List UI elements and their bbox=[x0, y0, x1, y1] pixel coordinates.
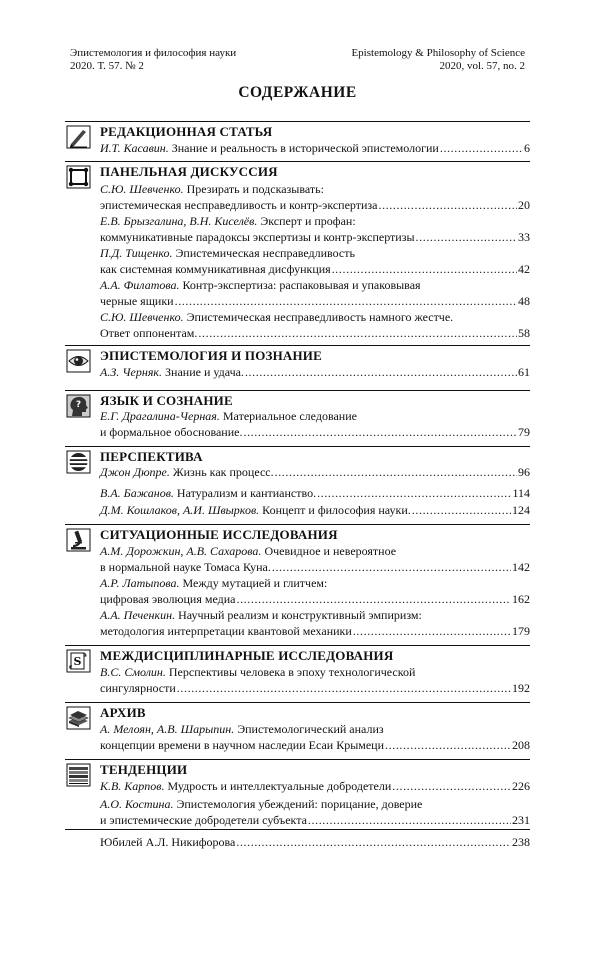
entry-title-line: коммуникативные парадоксы экспертизы и контр-экспертизы bbox=[100, 230, 415, 244]
entry-text bbox=[100, 559, 271, 575]
leader-dots bbox=[198, 325, 517, 341]
entry-text bbox=[100, 293, 174, 309]
entry-author: В.С. Смолин. bbox=[100, 665, 166, 679]
entry-title-line: Презирать и подсказывать: bbox=[186, 182, 324, 196]
entry-title-line: Материальное следование bbox=[222, 409, 357, 423]
toc-entry[interactable] bbox=[100, 778, 530, 794]
entry-title-line: Перспективы человека в эпоху технологической bbox=[168, 665, 416, 679]
leader-dots bbox=[175, 293, 517, 309]
entry-text bbox=[100, 424, 242, 440]
leader-dots bbox=[177, 680, 511, 696]
page-title: СОДЕРЖАНИЕ bbox=[238, 84, 357, 101]
page-number: 226 bbox=[512, 779, 530, 793]
entry-line bbox=[100, 213, 530, 229]
striped-globe-icon bbox=[66, 450, 91, 474]
section-title: ТЕНДЕНЦИИ bbox=[100, 762, 188, 777]
entry-line bbox=[100, 181, 530, 197]
page-number: 231 bbox=[512, 813, 530, 827]
toc-entry[interactable] bbox=[100, 364, 530, 380]
section-divider bbox=[65, 829, 530, 830]
books-stack-icon bbox=[66, 706, 91, 730]
leader-dots bbox=[412, 502, 511, 518]
entry-title-line: сингулярности bbox=[100, 681, 176, 695]
entry-title-line: Научный реализм и конструктивный эмпиризм: bbox=[178, 608, 422, 622]
scroll-s-icon bbox=[66, 649, 91, 673]
leader-dots bbox=[236, 591, 511, 607]
entry-text bbox=[100, 591, 235, 607]
entry-text bbox=[100, 485, 316, 501]
entry-title-line: Концепт и философия науки. bbox=[262, 503, 411, 517]
leader-dots bbox=[272, 559, 511, 575]
leader-dots bbox=[440, 140, 523, 156]
page-number: 96 bbox=[518, 465, 530, 479]
toc-entry[interactable] bbox=[100, 502, 530, 518]
entry-author: А.З. Черняк. bbox=[100, 365, 163, 379]
entry-text bbox=[100, 737, 384, 753]
journal-name-en: Epistemology & Philosophy of Science bbox=[351, 47, 525, 59]
leader-dots bbox=[353, 623, 511, 639]
toc-entry[interactable] bbox=[100, 213, 530, 245]
entry-title-line: методология интерпретации квантовой механики bbox=[100, 624, 352, 638]
page-number: 79 bbox=[518, 425, 530, 439]
entry-text bbox=[100, 680, 176, 696]
entry-title-line: в нормальной науке Томаса Куна. bbox=[100, 560, 271, 574]
section-divider bbox=[65, 345, 530, 346]
svg-text:S: S bbox=[73, 655, 82, 668]
svg-text:?: ? bbox=[75, 400, 82, 410]
section-title: ЭПИСТЕМОЛОГИЯ И ПОЗНАНИЕ bbox=[100, 348, 322, 363]
page-number: 33 bbox=[518, 230, 530, 244]
entry-title-line: Эпистемическая несправедливость намного жестче. bbox=[186, 310, 454, 324]
entry-author: С.Ю. Шевченко. bbox=[100, 310, 184, 324]
eye-icon bbox=[66, 349, 91, 373]
toc-entry[interactable] bbox=[100, 140, 530, 156]
entry-line bbox=[100, 664, 530, 680]
entry-text bbox=[100, 812, 307, 828]
entry-author: Джон Дюпре. bbox=[100, 465, 170, 479]
page-number: 48 bbox=[518, 294, 530, 308]
running-header-right bbox=[351, 47, 525, 73]
page-number: 42 bbox=[518, 262, 530, 276]
entry-title-line: концепции времени в научном наследии Есаи Крымеци bbox=[100, 738, 385, 752]
toc-entry[interactable] bbox=[100, 575, 530, 607]
entry-author: Е.Г. Драгалина-Черная. bbox=[100, 409, 220, 423]
toc-entry[interactable] bbox=[100, 309, 530, 341]
issue-en: 2020, vol. 57, no. 2 bbox=[439, 60, 525, 72]
entry-text bbox=[100, 197, 378, 213]
page-number: 192 bbox=[512, 681, 530, 695]
page-number: 20 bbox=[518, 198, 530, 212]
section-divider bbox=[65, 390, 530, 391]
entry-title-line: Эпистемическая несправедливость bbox=[175, 246, 355, 260]
toc-entry[interactable] bbox=[100, 485, 530, 501]
entry-title-line: Эксперт и профан: bbox=[260, 214, 356, 228]
entry-text bbox=[100, 502, 411, 518]
section-title: ПЕРСПЕКТИВА bbox=[100, 449, 203, 464]
entry-title-line: черные ящики bbox=[100, 294, 174, 308]
entry-title-line: как системная коммуникативная дисфункция bbox=[100, 262, 331, 276]
entry-text bbox=[100, 778, 391, 794]
leader-dots bbox=[275, 464, 517, 480]
entry-author: А. Мелоян, А.В. Шарыпин. bbox=[100, 722, 235, 736]
toc-entry[interactable] bbox=[100, 796, 530, 828]
leader-dots bbox=[332, 261, 517, 277]
section-title: АРХИВ bbox=[100, 705, 146, 720]
entry-author: Е.В. Брызгалина, В.Н. Киселёв. bbox=[100, 214, 258, 228]
section-divider bbox=[65, 759, 530, 760]
entry-text bbox=[100, 364, 244, 380]
section-title: ЯЗЫК И СОЗНАНИЕ bbox=[100, 393, 233, 408]
entry-author: А.Р. Латыпова. bbox=[100, 576, 180, 590]
jubilee-text: Юбилей А.Л. Никифорова bbox=[100, 835, 236, 849]
entry-author: А.А. Печенкин. bbox=[100, 608, 176, 622]
frame-icon bbox=[66, 165, 91, 189]
entry-author: А.О. Костина. bbox=[100, 797, 174, 811]
section-title: МЕЖДИСЦИПЛИНАРНЫЕ ИССЛЕДОВАНИЯ bbox=[100, 648, 394, 663]
section-divider bbox=[65, 446, 530, 447]
leader-dots bbox=[379, 197, 518, 213]
head-question-icon bbox=[66, 394, 91, 418]
entry-text bbox=[100, 623, 352, 639]
entry-title-line: и эпистемические добродетели субъекта bbox=[100, 813, 307, 827]
page-number: 58 bbox=[518, 326, 530, 340]
entry-title-line: Натурализм и кантианство. bbox=[176, 486, 317, 500]
toc-entry[interactable] bbox=[100, 721, 530, 753]
entry-line bbox=[100, 543, 530, 559]
section-divider bbox=[65, 121, 530, 122]
journal-name-ru: Эпистемология и философия науки bbox=[70, 47, 237, 59]
entry-line bbox=[100, 721, 530, 737]
page-number: 162 bbox=[512, 592, 530, 606]
page-number: 142 bbox=[512, 560, 530, 574]
running-header-left bbox=[70, 47, 236, 73]
section-title: ПАНЕЛЬНАЯ ДИСКУССИЯ bbox=[100, 164, 278, 179]
page-number: 179 bbox=[512, 624, 530, 638]
microscope-icon bbox=[66, 528, 91, 552]
entry-title-line: и формальное обоснование. bbox=[100, 425, 243, 439]
entry-line bbox=[100, 277, 530, 293]
section-title: РЕДАКЦИОННАЯ СТАТЬЯ bbox=[100, 124, 273, 139]
entry-author: И.Т. Касавин. bbox=[100, 141, 169, 155]
leader-dots bbox=[236, 834, 511, 850]
section-divider bbox=[65, 702, 530, 703]
page-number: 238 bbox=[512, 835, 530, 849]
leader-dots bbox=[416, 229, 517, 245]
entry-text bbox=[100, 229, 415, 245]
bookshelf-icon bbox=[66, 763, 91, 787]
entry-line bbox=[100, 607, 530, 623]
toc-entry[interactable] bbox=[100, 664, 530, 696]
entry-text bbox=[100, 325, 197, 341]
entry-title-line: Между мутацией и глитчем: bbox=[182, 576, 328, 590]
toc-entry[interactable] bbox=[100, 607, 530, 639]
section-divider bbox=[65, 645, 530, 646]
entry-title-line: Мудрость и интеллектуальные добродетели bbox=[167, 779, 392, 793]
entry-text bbox=[100, 140, 439, 156]
entry-author: К.В. Карпов. bbox=[100, 779, 165, 793]
toc-entry[interactable] bbox=[100, 464, 530, 480]
toc-entry[interactable] bbox=[100, 408, 530, 440]
entry-title-line: цифровая эволюция медиа bbox=[100, 592, 236, 606]
toc-entry[interactable] bbox=[100, 181, 530, 213]
page-number: 6 bbox=[524, 141, 530, 155]
section-divider bbox=[65, 161, 530, 162]
page-number: 124 bbox=[512, 503, 530, 517]
entry-author: С.Ю. Шевченко. bbox=[100, 182, 184, 196]
issue-ru: 2020. Т. 57. № 2 bbox=[70, 60, 144, 72]
pen-icon bbox=[66, 125, 91, 149]
entry-title-line: Эпистемология убеждений: порицание, доверие bbox=[176, 797, 423, 811]
entry-line bbox=[100, 575, 530, 591]
entry-title-line: Эпистемологический анализ bbox=[237, 722, 384, 736]
toc-entry[interactable] bbox=[100, 543, 530, 575]
leader-dots bbox=[243, 424, 517, 440]
entry-title-line: Очевидное и невероятное bbox=[264, 544, 397, 558]
entry-author: А.М. Дорожкин, А.В. Сахарова. bbox=[100, 544, 262, 558]
jubilee-entry[interactable] bbox=[100, 834, 530, 850]
toc-entry[interactable] bbox=[100, 245, 530, 277]
entry-title-line: Знание и удача. bbox=[165, 365, 244, 379]
entry-author: Д.М. Кошлаков, А.И. Швырков. bbox=[100, 503, 260, 517]
entry-title-line: эпистемическая несправедливость и контр-экспертиза bbox=[100, 198, 378, 212]
entry-title-line: Жизнь как процесс. bbox=[172, 465, 274, 479]
entry-line bbox=[100, 408, 530, 424]
page-number: 61 bbox=[518, 365, 530, 379]
toc-entry[interactable] bbox=[100, 277, 530, 309]
page-number: 114 bbox=[512, 486, 530, 500]
entry-line bbox=[100, 245, 530, 261]
leader-dots bbox=[385, 737, 511, 753]
leader-dots bbox=[245, 364, 517, 380]
entry-text bbox=[100, 464, 274, 480]
entry-line bbox=[100, 796, 530, 812]
entry-text bbox=[100, 261, 331, 277]
leader-dots bbox=[317, 485, 511, 501]
entry-title-line: Знание и реальность в исторической эпистемологии bbox=[171, 141, 439, 155]
page-number: 208 bbox=[512, 738, 530, 752]
entry-author: П.Д. Тищенко. bbox=[100, 246, 173, 260]
entry-title-line: Ответ оппонентам. bbox=[100, 326, 198, 340]
leader-dots bbox=[392, 778, 511, 794]
entry-author: А.А. Филатова. bbox=[100, 278, 180, 292]
entry-title-line: Контр-экспертиза: распаковывая и упаковывая bbox=[182, 278, 421, 292]
section-divider bbox=[65, 524, 530, 525]
entry-line bbox=[100, 309, 530, 325]
section-title: СИТУАЦИОННЫЕ ИССЛЕДОВАНИЯ bbox=[100, 527, 338, 542]
leader-dots bbox=[308, 812, 511, 828]
entry-author: В.А. Бажанов. bbox=[100, 486, 174, 500]
